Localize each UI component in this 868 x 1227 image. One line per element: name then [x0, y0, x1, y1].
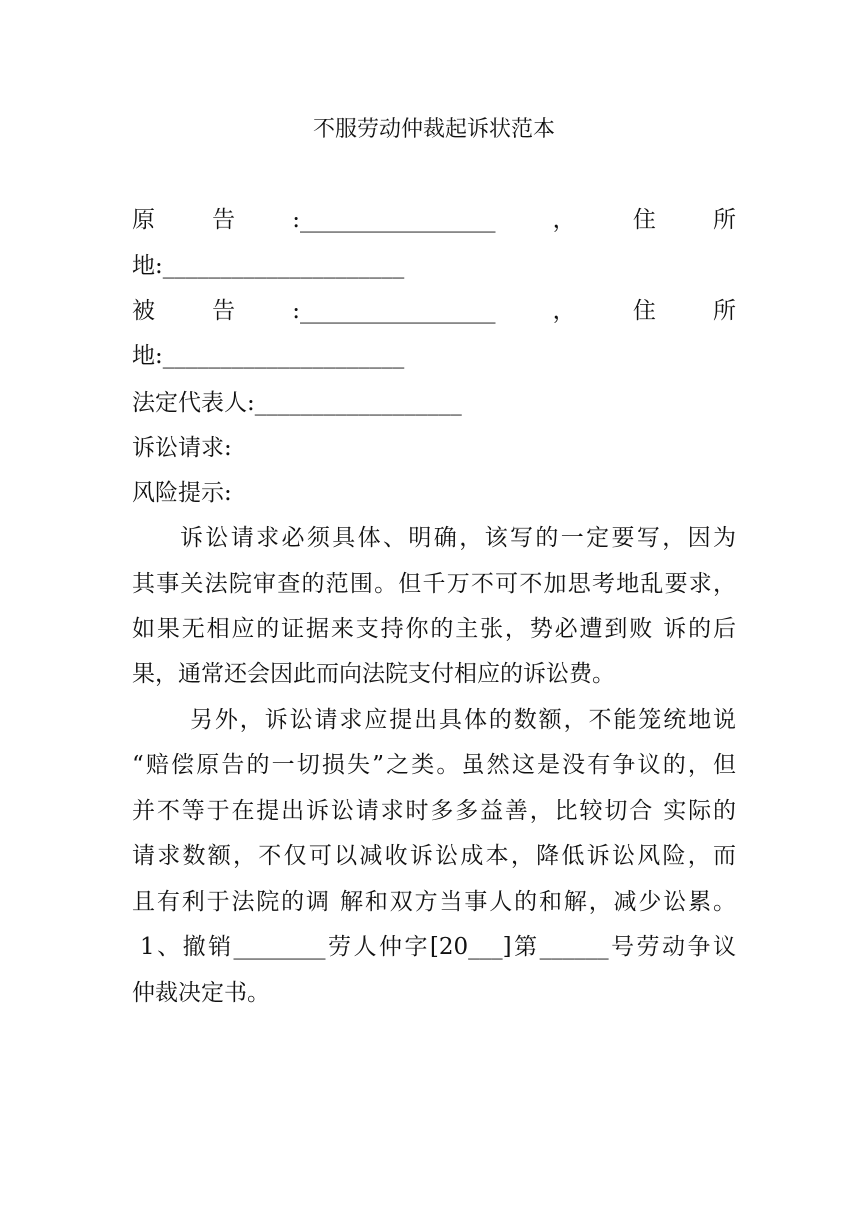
paragraph-2-line: 请求数额，不仅可以减收诉讼成本，降低诉讼风险，而 [132, 843, 736, 869]
paragraph-2-line: 另外，诉讼请求应提出具体的数额，不能笼统地说 [190, 707, 736, 733]
plaintiff-address-label-1: 住 [632, 207, 656, 233]
risk-heading: 风险提示: [132, 480, 232, 506]
defendant-label-2: 告 [212, 298, 236, 324]
claim-item-1-line: 1、撤销________劳人仲字[20___]第______号劳动争议 [140, 934, 736, 960]
plaintiff-name-blank: :_________________ [292, 207, 496, 233]
plaintiff-address-label-2: 所 [712, 207, 736, 233]
plaintiff-comma: ， [552, 207, 576, 233]
defendant-name-blank: :_________________ [292, 298, 496, 324]
defendant-address-label-1: 住 [632, 298, 656, 324]
defendant-address-line: 地:_____________________ [132, 343, 405, 369]
plaintiff-label-2: 告 [212, 207, 236, 233]
plaintiff-label-1: 原 [132, 207, 155, 233]
document-title: 不服劳动仲裁起诉状范本 [312, 117, 555, 142]
paragraph-1-line: 果，通常还会因此而向法院支付相应的诉讼费。 [132, 661, 615, 687]
paragraph-2-line: 且有利于法院的调 解和双方当事人的和解，减少讼累。 [132, 889, 736, 915]
defendant-label-1: 被 [132, 298, 155, 324]
claims-heading: 诉讼请求: [132, 435, 232, 461]
legal-representative-line: 法定代表人:__________________ [132, 390, 462, 416]
defendant-line [132, 296, 736, 326]
paragraph-2-line: “赔偿原告的一切损失”之类。虽然这是没有争议的，但 [132, 752, 736, 778]
paragraph-1-line: 如果无相应的证据来支持你的主张，势必遭到败 诉的后 [132, 616, 736, 642]
paragraph-1-line: 其事关法院审查的范围。但千万不可不加思考地乱要求， [132, 571, 736, 597]
plaintiff-line [132, 205, 736, 235]
paragraph-1-line: 诉讼请求必须具体、明确，该写的一定要写，因为 [180, 525, 736, 551]
paragraph-2-line: 并不等于在提出诉讼请求时多多益善，比较切合 实际的 [132, 798, 736, 824]
plaintiff-address-line: 地:_____________________ [132, 253, 405, 279]
defendant-address-label-2: 所 [712, 298, 736, 324]
defendant-comma: ， [552, 298, 576, 324]
claim-item-1-line: 仲裁决定书。 [132, 980, 270, 1006]
